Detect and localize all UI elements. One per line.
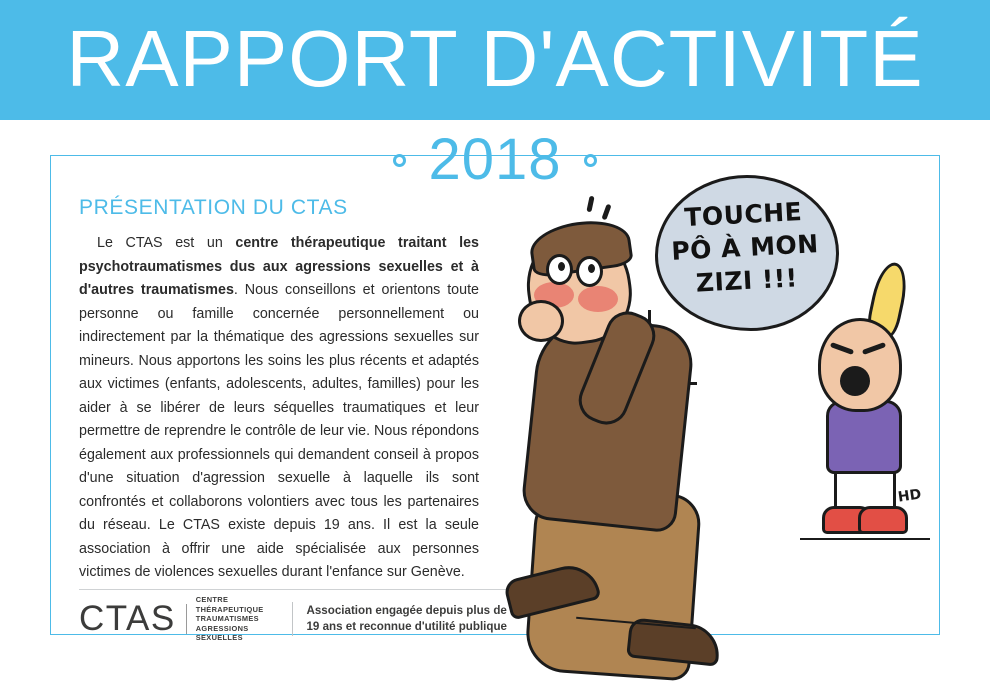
sweat-drop-icon-1 — [586, 196, 594, 213]
paragraph-bold: centre thérapeutique traitant les psychotraumatismes dus aux agressions sexuelles et à d'autres traumatismes — [79, 235, 479, 298]
ground-line-child — [800, 538, 930, 540]
paragraph-before-bold: Le CTAS est un — [97, 235, 236, 251]
section-heading: PRÉSENTATION DU CTAS — [79, 196, 348, 219]
footer-note-line-1: Association engagée depuis plus de — [306, 604, 507, 617]
logo-subtitle-line-2: TRAUMATISMES — [195, 614, 259, 624]
footer — [79, 595, 519, 643]
header-banner — [0, 0, 990, 120]
speech-line-2: PÔ À MON — [670, 229, 820, 266]
footer-vertical-divider — [292, 602, 293, 636]
adult-pupil-right — [588, 264, 595, 273]
page-title: RAPPORT D'ACTIVITÉ — [66, 14, 924, 103]
logo-subtitle-line-3: AGRESSIONS SEXUELLES — [195, 623, 249, 643]
logo-subtitle — [186, 595, 292, 643]
child-head — [818, 318, 902, 412]
footer-note-line-2: 19 ans et reconnue d'utilité publique — [306, 620, 508, 633]
speech-line-3: ZIZI !!! — [695, 263, 799, 298]
year-label: 2018 — [428, 127, 562, 192]
footer-divider-rule — [79, 589, 509, 590]
adult-hand — [518, 300, 564, 342]
logo-wordmark: CTAS — [79, 599, 176, 638]
speech-bubble-text — [663, 194, 828, 301]
paragraph-after-bold: . Nous conseillons et orientons toute personne ou famille concernée personnellement ou indirectement par la thématique des agressions sexuelles sur mineurs. Nous apportons les soins les plus récents et adaptés aux victimes (enfants, adolescents, adultes, familles) pour les aider à se libérer de leurs séquelles traumatiques et leur permettre de reprendre le contrôle de leur vie. Nous répondons également aux professionnels qui demandent conseil à propos d'une situation d'agression sexuelle à laquelle ils sont confrontés et collaborons volontiers avec tous les partenaires du réseau. Le CTAS existe depuis 19 ans. Il est la seule association à offrir une aide spécialisée aux personnes victimes de violences sexuelles durant l'enfance sur Genève. — [79, 282, 479, 580]
footer-note — [306, 603, 519, 635]
adult-cheek-right — [578, 286, 618, 312]
artist-signature: HD — [897, 486, 923, 506]
child-mouth — [840, 366, 870, 396]
presentation-paragraph — [79, 232, 479, 585]
ctas-logo — [79, 595, 292, 643]
adult-pupil-left — [558, 262, 565, 271]
speech-line-1: TOUCHE — [683, 196, 803, 233]
child-shoe-right — [858, 506, 908, 534]
logo-subtitle-line-1: CENTRE THÉRAPEUTIQUE — [195, 595, 264, 614]
illustration — [500, 170, 970, 640]
sweat-drop-icon-2 — [601, 204, 611, 221]
